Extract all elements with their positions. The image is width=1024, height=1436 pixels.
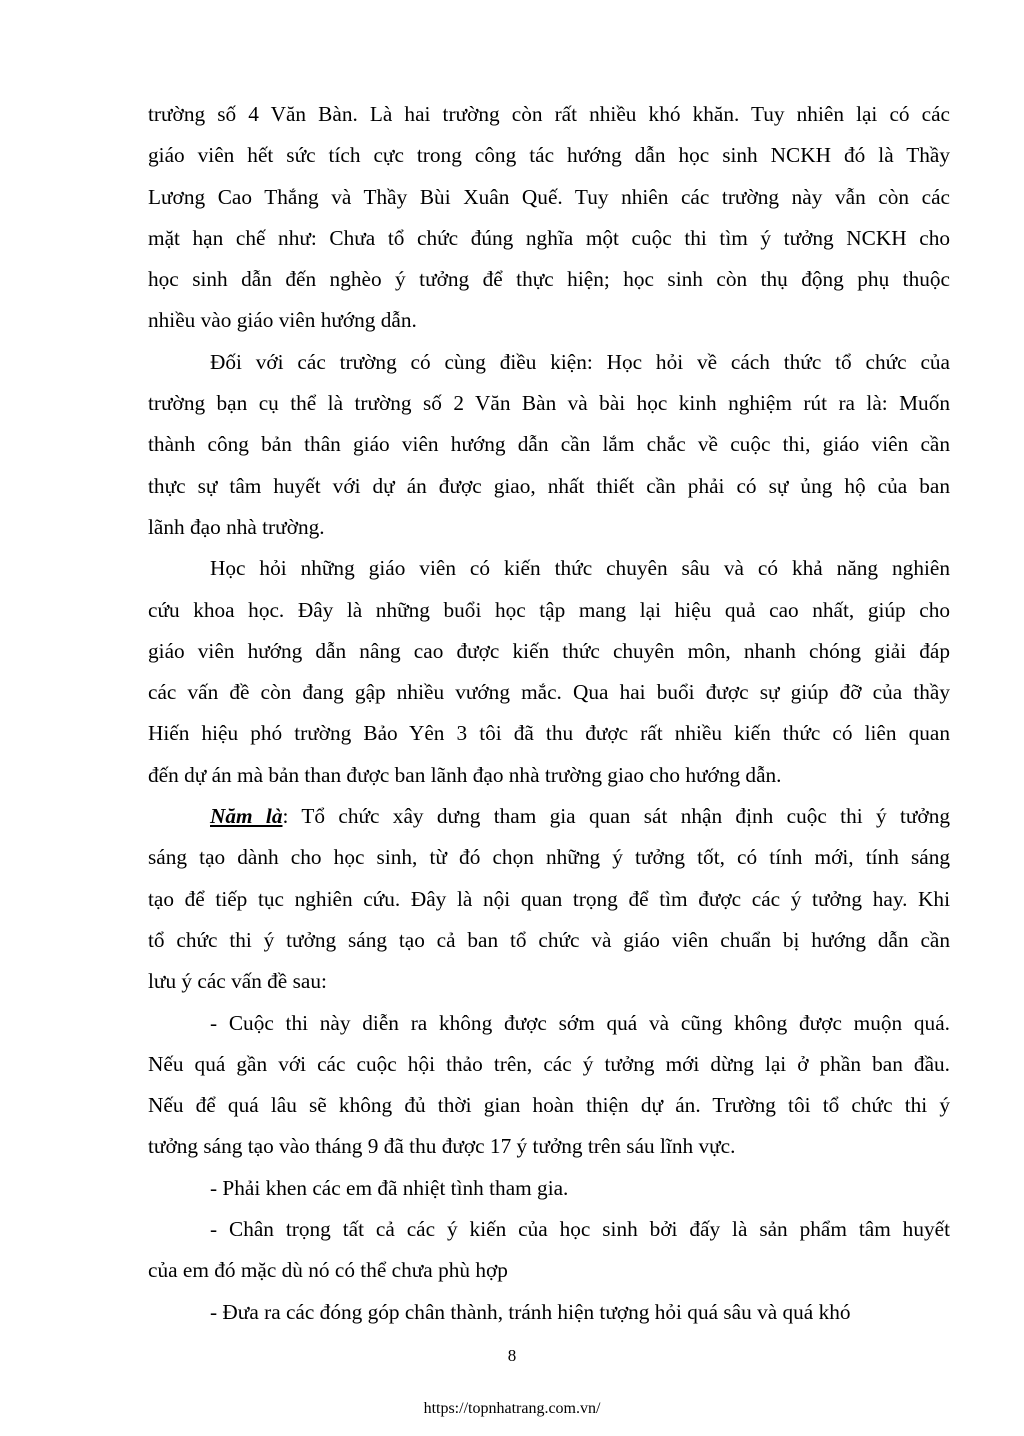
paragraph: [148, 94, 950, 342]
text-line: - Cuộc thi này diễn ra không được sớm quá và cũng không được muộn quá.: [210, 1010, 950, 1035]
text-line: tạo để tiếp tục nghiên cứu. Đây là nội quan trọng để tìm được các ý tưởng hay. Khi: [148, 886, 950, 911]
paragraph: [148, 1168, 950, 1209]
text-line: các vấn đề còn đang gập nhiều vướng mắc. Qua hai buổi được sự giúp đỡ của thầy: [148, 680, 950, 705]
text-line: Nếu quá gần với các cuộc hội thảo trên, các ý tưởng mới dừng lại ở phần ban đầu.: [148, 1051, 950, 1076]
text-line: tưởng sáng tạo vào tháng 9 đã thu được 17 ý tưởng trên sáu lĩnh vực.: [148, 1134, 736, 1159]
text-line: - Phải khen các em đã nhiệt tình tham gia.: [210, 1175, 569, 1200]
line-text: : Tổ chức xây dưng tham gia quan sát nhận định cuộc thi ý tưởng: [282, 804, 950, 829]
text-line: trường bạn cụ thể là trường số 2 Văn Bàn và bài học kinh nghiệm rút ra là: Muốn: [148, 391, 950, 416]
body-text: [148, 94, 950, 1333]
text-line: giáo viên hết sức tích cực trong công tác hướng dẫn học sinh NCKH đó là Thầy: [148, 143, 950, 168]
text-line: sáng tạo dành cho học sinh, từ đó chọn những ý tưởng tốt, có tính mới, tính sáng: [148, 845, 950, 870]
text-line: đến dự án mà bản than được ban lãnh đạo nhà trường giao cho hướng dẫn.: [148, 762, 782, 787]
paragraph: [148, 1003, 950, 1168]
text-line: thực sự tâm huyết với dự án được giao, nhất thiết cần phải có sự ủng hộ của ban: [148, 473, 950, 498]
text-line: Nếu để quá lâu sẽ không đủ thời gian hoàn thiện dự án. Trường tôi tổ chức thi ý: [148, 1093, 950, 1118]
text-line: Học hỏi những giáo viên có kiến thức chuyên sâu và có khả năng nghiên: [210, 556, 950, 581]
text-line: giáo viên hướng dẫn nâng cao được kiến thức chuyên môn, nhanh chóng giải đáp: [148, 638, 950, 663]
paragraph: [148, 548, 950, 796]
text-line: trường số 4 Văn Bàn. Là hai trường còn rất nhiều khó khăn. Tuy nhiên lại có các: [148, 102, 950, 126]
text-line: tổ chức thi ý tưởng sáng tạo cả ban tổ chức và giáo viên chuẩn bị hướng dẫn cần: [148, 927, 950, 952]
text-line: mặt hạn chế như: Chưa tổ chức đúng nghĩa một cuộc thi tìm ý tưởng NCKH cho: [148, 225, 950, 250]
paragraph: [148, 342, 950, 548]
text-line: cứu khoa học. Đây là những buổi học tập mang lại hiệu quả cao nhất, giúp cho: [148, 597, 950, 622]
paragraph: [148, 796, 950, 1002]
paragraph: [148, 1209, 950, 1292]
page-number: 8: [507, 1346, 517, 1365]
text-line: - Đưa ra các đóng góp chân thành, tránh hiện tượng hỏi quá sâu và quá khó: [210, 1299, 851, 1324]
lead-heading: Năm là: [210, 804, 283, 829]
text-line: Hiến hiệu phó trường Bảo Yên 3 tôi đã thu được rất nhiều kiến thức có liên quan: [148, 721, 950, 746]
text-line: - Chân trọng tất cả các ý kiến của học sinh bởi đấy là sản phẩm tâm huyết: [210, 1217, 950, 1242]
text-line: Đối với các trường có cùng điều kiện: Học hỏi về cách thức tổ chức của: [210, 349, 950, 374]
text-line: của em đó mặc dù nó có thể chưa phù hợp: [148, 1258, 508, 1283]
text-line: Lương Cao Thắng và Thầy Bùi Xuân Quế. Tuy nhiên các trường này vẫn còn các: [148, 184, 950, 209]
text-line: lưu ý các vấn đề sau:: [148, 969, 327, 994]
text-line: nhiều vào giáo viên hướng dẫn.: [148, 308, 417, 333]
text-line: học sinh dẫn đến nghèo ý tưởng để thực hiện; học sinh còn thụ động phụ thuộc: [148, 267, 950, 292]
text-line: [148, 796, 950, 837]
text-line: lãnh đạo nhà trường.: [148, 514, 325, 539]
text-line: thành công bản thân giáo viên hướng dẫn cần lắm chắc về cuộc thi, giáo viên cần: [148, 432, 950, 457]
paragraph: [148, 1292, 950, 1333]
footer-url[interactable]: https://topnhatrang.com.vn/: [423, 1400, 601, 1417]
